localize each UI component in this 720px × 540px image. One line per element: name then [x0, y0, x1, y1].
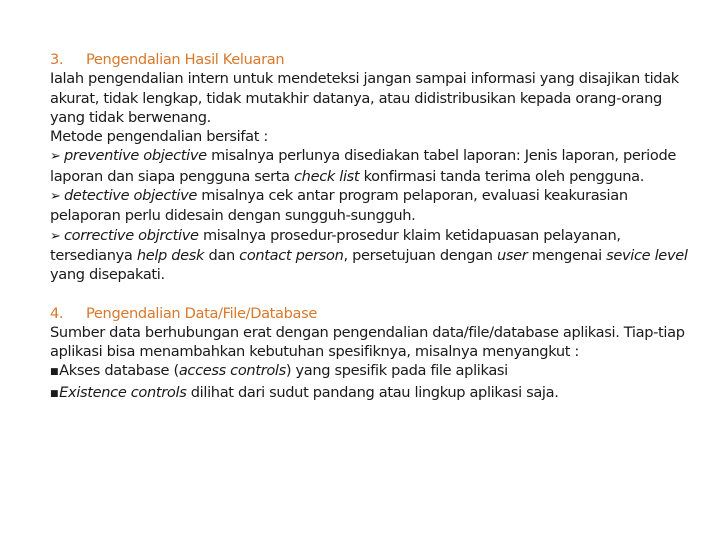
- bullet-access-controls: [50, 361, 690, 382]
- square-bullet-icon: ■: [50, 367, 59, 378]
- section-4-number: 4.: [50, 304, 64, 322]
- term-corrective: corrective objrctive: [64, 226, 199, 244]
- term-sevice-level: sevice level: [606, 246, 688, 264]
- bullet-text: ) yang spesifik pada file aplikasi: [285, 362, 508, 380]
- bullet-text: misalnya prosedur-prosedur klaim ketidapuasan pelayanan, tersedianya: [50, 226, 621, 264]
- bullet-preventive: [50, 146, 690, 186]
- slide-content: [50, 50, 690, 404]
- section-4-heading: [50, 304, 690, 323]
- section-3-heading: [50, 50, 690, 69]
- arrow-bullet-icon: ➢: [50, 189, 61, 205]
- bullet-existence-controls: [50, 383, 690, 404]
- section-4-title: Pengendalian Data/File/Database: [86, 304, 318, 322]
- bullet-text: dilihat dari sudut pandang atau lingkup aplikasi saja.: [186, 383, 559, 401]
- square-bullet-icon: ■: [50, 388, 59, 399]
- bullet-text: misalnya perlunya disediakan tabel laporan: Jenis laporan, periode laporan dan siapa pengguna serta: [50, 147, 677, 185]
- term-access-controls: access controls: [178, 362, 286, 380]
- term-preventive: preventive objective: [64, 147, 207, 165]
- bullet-text: Akses database (: [59, 362, 179, 380]
- section-3-method: Metode pengendalian bersifat :: [50, 128, 268, 146]
- term-check-list: check list: [294, 167, 360, 185]
- section-3-title: Pengendalian Hasil Keluaran: [86, 51, 285, 68]
- bullet-corrective: [50, 226, 690, 285]
- bullet-text: misalnya cek antar program pelaporan, evaluasi keakurasian pelaporan perlu didesain dengan sungguh-sungguh.: [50, 187, 628, 225]
- term-contact-person: contact person: [239, 246, 344, 264]
- arrow-bullet-icon: ➢: [50, 228, 61, 244]
- term-help-desk: help desk: [136, 246, 205, 264]
- term-user: user: [496, 246, 528, 264]
- term-detective: detective objective: [64, 187, 197, 205]
- section-spacer: [50, 285, 690, 304]
- term-existence-controls: Existence controls: [59, 383, 187, 401]
- bullet-text: yang disepakati.: [50, 266, 165, 284]
- bullet-text: dan: [204, 246, 240, 264]
- bullet-text: konfirmasi tanda terima oleh pengguna.: [359, 167, 645, 185]
- section-4-intro: Sumber data berhubungan erat dengan pengendalian data/file/database aplikasi. Tiap-tiap aplikasi bisa menambahkan kebutuhan spesifiknya, misalnya menyangkut :: [50, 323, 685, 361]
- arrow-bullet-icon: ➢: [50, 149, 61, 165]
- bullet-text: mengenai: [527, 246, 607, 264]
- section-3-number: 3.: [50, 51, 64, 68]
- bullet-detective: [50, 186, 690, 226]
- bullet-text: , persetujuan dengan: [343, 246, 497, 264]
- section-3-intro: Ialah pengendalian intern untuk mendeteksi jangan sampai informasi yang disajikan tidak akurat, tidak lengkap, tidak mutakhir datanya, atau didistribusikan kepada orang-orang yang tidak berwenang.: [50, 70, 679, 126]
